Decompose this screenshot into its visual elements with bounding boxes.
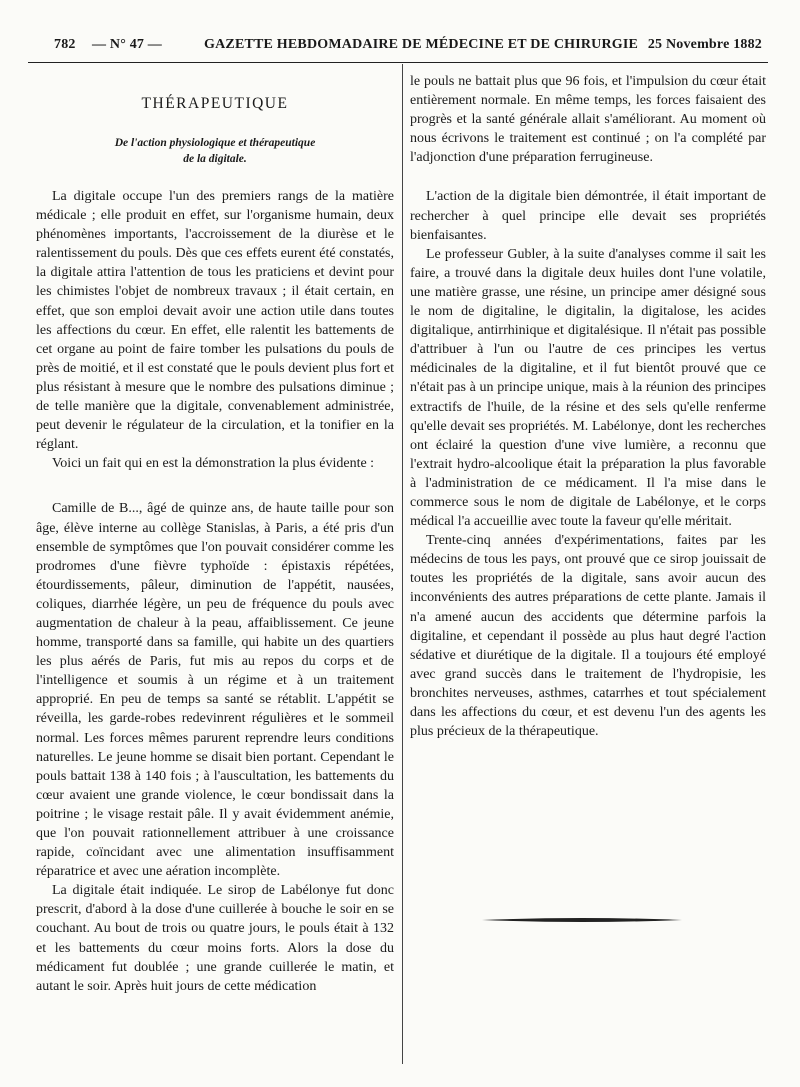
article-subtitle: [36, 135, 394, 167]
paragraph: Camille de B..., âgé de quinze ans, de haute taille pour son âge, élève interne au collège Stanislas, à Paris, a été pris d'un ensemble de symptômes que l'on pouvait considérer comme les prodromes d'une fièvre typhoïde : épistaxis répétées, étourdissements, pâleur, diminution de l'appétit, nausées, coliques, diarrhée légère, un peu de fréquence du pouls avec augmentation de chaleur à la peau, affaiblissement. Ce jeune homme, transporté dans sa famille, qui habite un des quartiers les plus aérés de Paris, fut mis au repos du corps et de l'intelligence et soumis à un régime et à un traitement approprié. En peu de temps sa santé se rétablit. L'appétit se réveilla, les garde-robes redevinrent régulières et le sommeil normal. Les forces mêmes parurent reprendre leurs conditions naturelles. Le jeune homme se disait bien portant. Cependant le pouls battait 138 à 140 fois ; à l'auscultation, les battements du cœur avaient une grande violence, le cœur bondissait dans la poitrine ; le visage restait pâle. Il y avait évidemment anémie, que l'on pouvait rationnellement attribuer à une croissance rapide, coïncidant avec une alimentation insuffisamment réparatrice et avec une aération incomplète.: [36, 501, 394, 880]
paragraph: Voici un fait qui en est la démonstration la plus évidente :: [52, 456, 375, 472]
journal-title: GAZETTE HEBDOMADAIRE DE MÉDECINE ET DE CHIRURGIE: [204, 37, 639, 52]
header-rule: [28, 62, 768, 63]
page-header: [54, 37, 762, 59]
issue-number: — N° 47 —: [92, 37, 163, 52]
subtitle-line-1: De l'action physiologique et thérapeutique: [114, 137, 316, 149]
paragraph: Le professeur Gubler, à la suite d'analyses comme il sait les faire, a trouvé dans la digitale deux huiles dont l'une volatile, une matière grasse, une résine, un principe amer désigné sous le nom de digitaline, le digitalin, la digitalose, les acides digitalique, antirrhinique et digitalésique. Il n'était pas possible d'attribuer à l'un ou l'autre de ces principes les vertus médicinales de la digitaline, et il fut bientôt prouvé que ce n'était pas à un principe unique, mais à la réunion des principes extractifs de l'huile, de la résine et des sels qu'elle renferme qu'elle devait ses propriétés. M. Labélonye, dont les recherches ont éclairé la question d'une vive lumière, a reconnu que l'extrait hydro-alcoolique était la préparation la plus favorable à l'administration de ce médicament. Il l'a mise dans le commerce sous le nom de digitale de Labélonye, et le corps médical l'a accueillie avec toute la faveur qu'elle méritait.: [410, 246, 766, 530]
page-number: 782: [54, 37, 76, 52]
column-separator: [402, 64, 403, 1064]
paragraph: L'action de la digitale bien démontrée, il était important de rechercher à quel principe elle devait ses propriétés bienfaisantes.: [410, 189, 766, 243]
section-title: THÉRAPEUTIQUE: [141, 95, 289, 112]
issue-date: 25 Novembre 1882: [647, 37, 762, 52]
paragraph: La digitale occupe l'un des premiers rangs de la matière médicale ; elle produit en effet, sur l'organisme humain, deux phénomènes importants, l'accroissement de la diurèse et le ralentissement du pouls. Dès que ces effets eurent été constatés, la digitale attira l'attention de tous les praticiens et devint pour les chimistes l'objet de nombreux travaux ; il était certain, en effet, que son emploi devait avoir une action utile dans toutes les affections du cœur. En effet, elle ralentit les battements de cet organe au point de faire tomber les pulsations du pouls de près de moitié, et il est constaté que le pouls devient plus fort et plus résistant à mesure que le nombre des pulsations diminue ; de telle manière que la digitale, convenablement administrée, peut devenir le régulateur de la circulation, et la tonifier en la réglant.: [36, 189, 394, 453]
paragraph: Trente-cinq années d'expérimentations, faites par les médecins de tous les pays, ont prouvé que ce sirop jouissait de toutes les propriétés de la digitale, sans avoir aucun des inconvénients des autres préparations de cette plante. Jamais il n'a amené aucun des accidents que détermine parfois la digitaline, et cependant il possède au plus haut degré l'action sédative et diurétique de la digitale. Il a toujours été employé avec grand succès dans le traitement de l'hydropisie, les bronchites nerveuses, asthmes, catarrhes et tout spécialement dans les affections du cœur, et est devenu l'un des agents les plus précieux de la thérapeutique.: [410, 533, 766, 740]
right-column: [410, 72, 766, 741]
left-column: [36, 95, 394, 996]
end-ornament-rule: [482, 915, 682, 925]
paragraph: La digitale était indiquée. Le sirop de Labélonye fut donc prescrit, d'abord à la dose d'une cuillerée à bouche le soir en se couchant. Au bout de trois ou quatre jours, le pouls était à 132 et les battements du cœur moins forts. Alors la dose du médicament fut doublée ; une grande cuillerée le matin, et autant le soir. Après huit jours de cette médication: [36, 883, 394, 994]
subtitle-line-2: de la digitale.: [183, 153, 247, 165]
paragraph: le pouls ne battait plus que 96 fois, et l'impulsion du cœur était entièrement normale. En même temps, les forces faisaient des progrès et la santé générale allait s'améliorant. Au moment où nous écrivons le traitement est continué ; on l'a complété par l'adjonction d'une préparation ferrugineuse.: [410, 74, 766, 166]
